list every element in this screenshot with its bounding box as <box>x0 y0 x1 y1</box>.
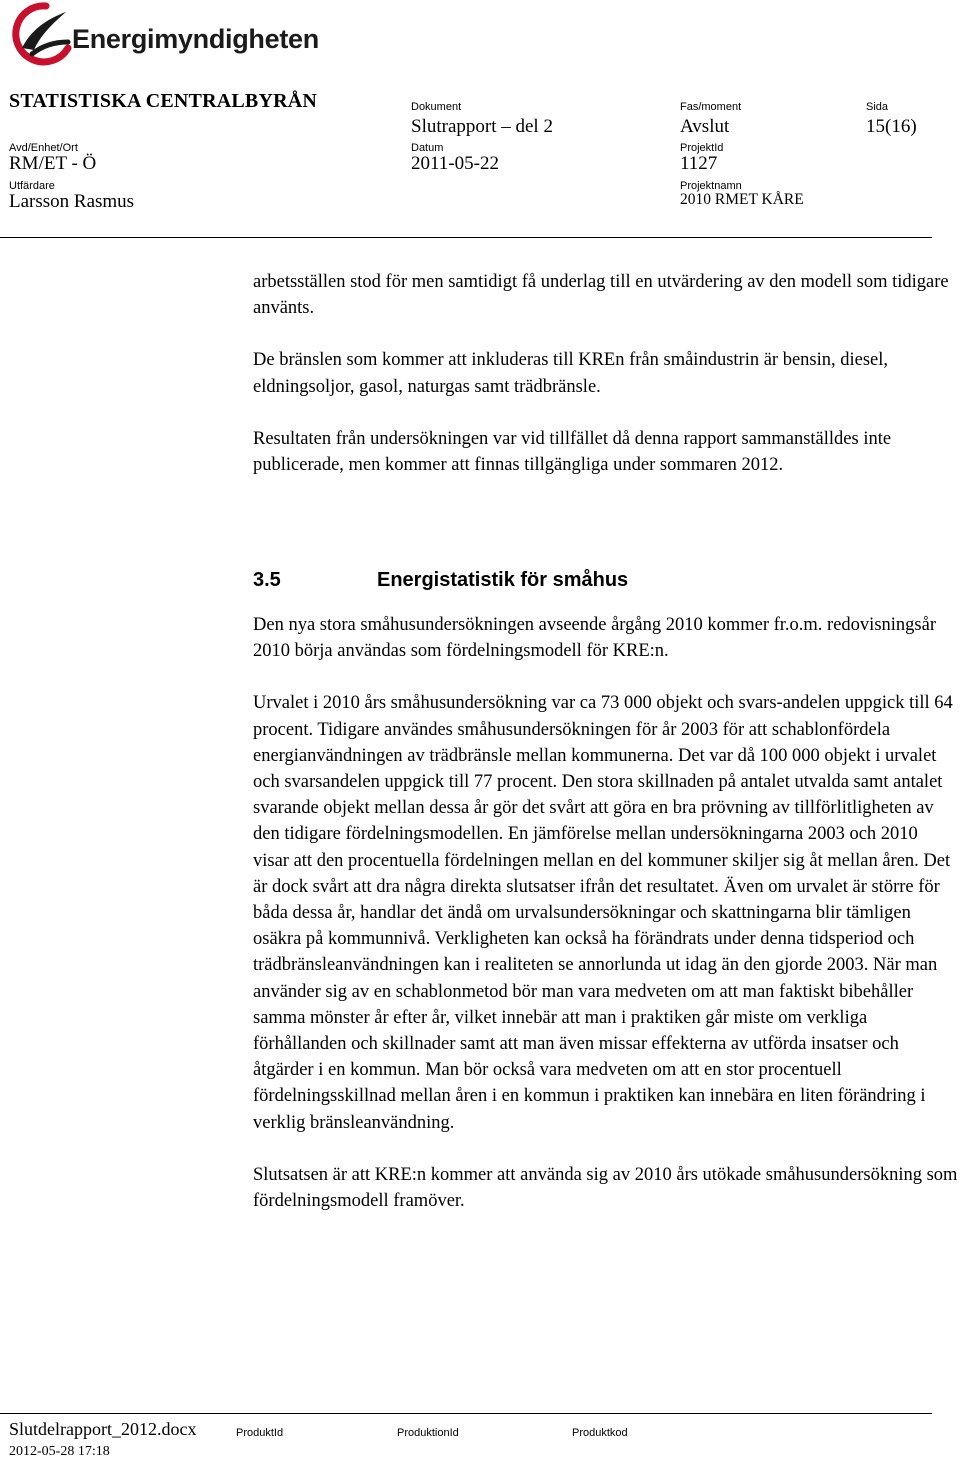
avd-label: Avd/Enhet/Ort <box>9 142 78 154</box>
section-paragraph-2: Urvalet i 2010 års småhusundersökning var ca 73 000 objekt och svars-andelen uppgick till 64 procent. Tidigare användes småhusundersökningen för år 2003 för att schablonfördela energianvändningen av trädbränsle mellan kommunerna. Det var då 100 000 objekt i urvalet och svarsandelen uppgick till 77 procent. Den stora skillnaden på antalet utvalda samt antalet svarande objekt mellan dessa år gör det svårt att göra en bra prövning av tillförlitligheten av den tidigare fördelningsmodellen. En jämförelse mellan undersökningarna 2003 och 2010 visar att den procentuella fördelningen mellan en del kommuner skiljer sig åt mellan åren. Det är dock svårt att dra några direkta slutsatser ifrån det resultatet. Även om urvalet är större för båda dessa år, handlar det ändå om urvalsundersökningar och skattningarna blir tämligen osäkra på kommunnivå. Verkligheten kan också ha förändrats under denna tidsperiod och trädbränsleanvändningen kan i realiteten se annorlunda ut idag än den gjorde 2003. När man använder sig av en schablonmetod bör man vara medveten om att man faktiskt bibehåller samma mönster år efter år, vilket innebär att man i praktiken går miste om verkliga förhållanden och skillnader samt att man även missar effekterna av utförda insatser och åtgärder i en kommun. Man bör också vara medveten om att en stor procentuell fördelningsskillnad mellan åren i en kommun i praktiken kan innebära en liten förändring i verklig bränsleanvändning. <box>253 693 953 1133</box>
section-number: 3.5 <box>253 569 281 591</box>
intro-paragraph-2: De bränslen som kommer att inkluderas till KREn från småindustrin är bensin, diesel, eldningsoljor, gasol, naturgas samt trädbränsle. <box>253 350 889 397</box>
footer-divider <box>0 1413 932 1414</box>
utfardare-label: Utfärdare <box>9 180 55 192</box>
footer-produktid-label: ProduktId <box>236 1427 284 1439</box>
section-title: Energistatistik för småhus <box>377 569 629 591</box>
energimyndigheten-logo-icon <box>8 2 78 66</box>
projektnamn-label: Projektnamn <box>680 180 742 192</box>
utfardare-value: Larsson Rasmus <box>9 191 135 212</box>
logo-wordmark: Energimyndigheten <box>72 24 319 54</box>
datum-value: 2011-05-22 <box>411 153 499 174</box>
projektnamn-value: 2010 RMET KÅRE <box>680 191 804 208</box>
projektid-label: ProjektId <box>680 142 724 154</box>
footer-filename: Slutdelrapport_2012.docx <box>9 1419 197 1439</box>
dokument-value: Slutrapport – del 2 <box>411 116 553 137</box>
section-heading <box>253 569 628 592</box>
fas-value: Avslut <box>680 116 730 137</box>
intro-block <box>253 269 958 478</box>
projektid-value: 1127 <box>680 153 718 174</box>
intro-paragraph-1: arbetsställen stod för men samtidigt få underlag till en utvärdering av den modell som tidigare använts. <box>253 272 949 319</box>
datum-label: Datum <box>411 142 444 154</box>
avd-value: RM/ET - Ö <box>9 153 97 174</box>
footer-datetime: 2012-05-28 17:18 <box>9 1444 110 1459</box>
organization-name: STATISTISKA CENTRALBYRÅN <box>9 90 318 112</box>
sida-label: Sida <box>866 101 889 113</box>
dokument-label: Dokument <box>411 101 462 113</box>
section-paragraph-3: Slutsatsen är att KRE:n kommer att använda sig av 2010 års utökade småhusundersökning som fördelningsmodell framöver. <box>253 1164 958 1212</box>
section-block <box>253 612 958 1214</box>
sida-value: 15(16) <box>866 116 917 137</box>
footer-produktkod-label: Produktkod <box>572 1427 628 1439</box>
section-paragraph-1: Den nya stora småhusundersökningen avseende årgång 2010 kommer fr.o.m. redovisningsår 2010 börja användas som fördelningsmodell för KRE:n. <box>253 615 936 662</box>
footer-produktionid-label: ProduktionId <box>397 1427 459 1439</box>
header-divider <box>0 237 932 238</box>
intro-paragraph-3: Resultaten från undersökningen var vid tillfället då denna rapport sammanställdes inte publicerade, men kommer att finnas tillgängliga under sommaren 2012. <box>253 428 892 476</box>
fas-label: Fas/moment <box>680 101 742 113</box>
